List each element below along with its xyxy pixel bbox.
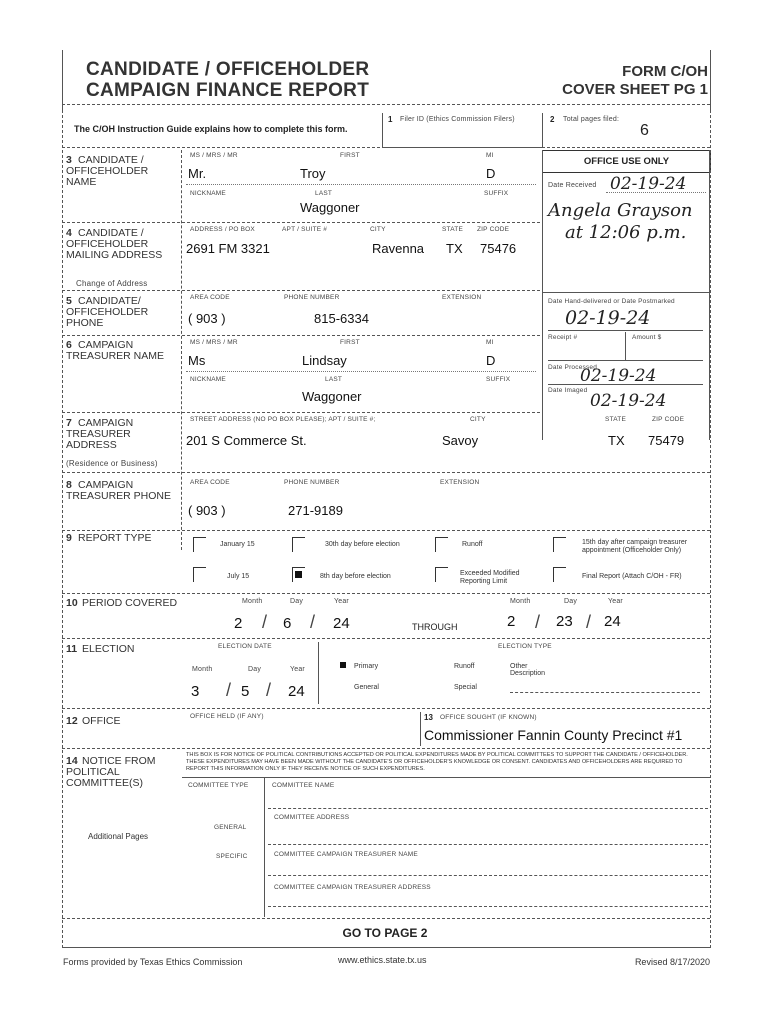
checkbox-january-15[interactable] bbox=[193, 537, 206, 552]
change-of-address-label: Change of Address bbox=[76, 279, 148, 288]
divider bbox=[182, 777, 710, 778]
divider bbox=[62, 748, 710, 749]
divider bbox=[606, 192, 706, 193]
treasurer-phone[interactable]: 271-9189 bbox=[288, 503, 343, 518]
checkbox-exceeded-limit[interactable] bbox=[435, 567, 448, 582]
imaged-value: 02-19-24 bbox=[590, 391, 667, 411]
address-label: ADDRESS / PO BOX bbox=[190, 226, 255, 233]
street-address-label: STREET ADDRESS (NO PO BOX PLEASE); APT / SUITE #; bbox=[190, 416, 376, 423]
office-sought-label: OFFICE SOUGHT (IF KNOWN) bbox=[440, 714, 537, 721]
treasurer-last-name[interactable]: Waggoner bbox=[302, 389, 362, 404]
form-id-line2: COVER SHEET PG 1 bbox=[562, 81, 708, 98]
office-sought-value[interactable]: Commissioner Fannin County Precinct #1 bbox=[424, 727, 683, 743]
nickname-label: NICKNAME bbox=[190, 190, 226, 197]
go-to-page-2: GO TO PAGE 2 bbox=[342, 926, 428, 940]
divider bbox=[62, 104, 710, 105]
apt-label: APT / SUITE # bbox=[282, 226, 328, 233]
total-pages-label: Total pages filed: bbox=[563, 116, 620, 123]
state-label: STATE bbox=[442, 226, 463, 233]
form-id-line1: FORM C/OH bbox=[622, 63, 708, 80]
divider bbox=[62, 412, 540, 413]
received-time: at 12:06 p.m. bbox=[565, 222, 687, 243]
divider bbox=[542, 292, 709, 293]
imaged-label: Date Imaged bbox=[548, 387, 588, 394]
election-year-label: Year bbox=[290, 666, 305, 673]
date-received-value: 02-19-24 bbox=[610, 174, 687, 194]
office-held-label: OFFICE HELD (IF ANY) bbox=[190, 713, 264, 720]
election-type-label: ELECTION TYPE bbox=[498, 643, 552, 650]
processed-label: Date Processed bbox=[548, 364, 598, 371]
divider bbox=[542, 113, 543, 147]
committee-specific-label: SPECIFIC bbox=[216, 853, 248, 860]
divider bbox=[62, 147, 710, 148]
option-30th-day: 30th day before election bbox=[325, 541, 400, 548]
divider bbox=[382, 113, 383, 147]
date-separator: / bbox=[262, 612, 268, 632]
section-4-label: 4 CANDIDATE / OFFICEHOLDER MAILING ADDRESS bbox=[66, 227, 163, 261]
section-14-label: 14 NOTICE FROM POLITICAL COMMITTEE(S) bbox=[66, 755, 156, 789]
divider bbox=[548, 360, 703, 361]
divider bbox=[62, 708, 710, 709]
checkbox-15th-day-after[interactable] bbox=[553, 537, 566, 552]
election-day[interactable]: 5 bbox=[241, 683, 250, 700]
amount-label: Amount $ bbox=[632, 334, 662, 341]
to-year-label: Year bbox=[608, 598, 623, 605]
committee-treasurer-address-label: COMMITTEE CAMPAIGN TREASURER ADDRESS bbox=[274, 884, 431, 891]
option-final-report: Final Report (Attach C/OH - FR) bbox=[582, 573, 682, 580]
residence-or-business-label: (Residence or Business) bbox=[66, 459, 158, 468]
period-to-month[interactable]: 2 bbox=[507, 613, 516, 630]
divider bbox=[62, 472, 710, 473]
period-from-year[interactable]: 24 bbox=[333, 615, 350, 632]
suffix-label: SUFFIX bbox=[486, 376, 511, 383]
checkbox-8th-day[interactable] bbox=[292, 567, 305, 582]
candidate-zip[interactable]: 75476 bbox=[480, 241, 517, 256]
city-label: CITY bbox=[370, 226, 386, 233]
filer-id-label: Filer ID (Ethics Commission Filers) bbox=[400, 116, 515, 123]
divider bbox=[542, 150, 543, 440]
divider bbox=[625, 332, 626, 360]
from-day-label: Day bbox=[290, 598, 304, 605]
divider bbox=[268, 844, 708, 845]
section-6-label: 6 CAMPAIGN TREASURER NAME bbox=[66, 339, 165, 362]
divider bbox=[548, 384, 703, 385]
divider bbox=[62, 918, 710, 919]
candidate-phone[interactable]: 815-6334 bbox=[314, 311, 369, 326]
divider bbox=[264, 777, 265, 917]
form-title-line2: CAMPAIGN FINANCE REPORT bbox=[86, 80, 370, 101]
through-label: THROUGH bbox=[412, 622, 458, 632]
election-day-label: Day bbox=[248, 666, 262, 673]
checkbox-final-report[interactable] bbox=[553, 567, 566, 582]
phone-label: PHONE NUMBER bbox=[284, 479, 340, 486]
candidate-first-name[interactable]: Troy bbox=[300, 166, 326, 181]
extension-label: EXTENSION bbox=[442, 294, 482, 301]
last-label: LAST bbox=[315, 190, 333, 197]
received-signature: Angela Grayson bbox=[548, 200, 693, 221]
zip-label: ZIP CODE bbox=[477, 226, 510, 233]
candidate-address[interactable]: 2691 FM 3321 bbox=[186, 241, 270, 256]
candidate-area-code[interactable]: ( 903 ) bbox=[188, 311, 226, 326]
committee-notice-text: THIS BOX IS FOR NOTICE OF POLITICAL CONTRIBUTIONS ACCEPTED OR POLITICAL EXPENDITURES MADE BY POLITICAL COMMITTEES TO SUPPORT THE CANDIDATE / OFFICEHOLDER. THESE EXPENDITURES MAY HAVE BEEN MADE WITHOUT THE CANDIDATE'S OR OFFICEHOLDER'S KNOWLEDGE OR CONSENT. CANDIDATES AND OFFICEHOLDERS ARE REQUIRED TO REPORT THIS INFORMATION ONLY IF THEY RECEIVE NOTICE OF SUCH EXPENDITURES. bbox=[186, 752, 688, 772]
section-8-label: 8 CAMPAIGN TREASURER PHONE bbox=[66, 479, 172, 502]
section-11-label: 11 ELECTION bbox=[66, 643, 135, 655]
border-right bbox=[710, 50, 711, 110]
total-pages-value: 6 bbox=[640, 122, 649, 139]
section-5-label: 5 CANDIDATE/ OFFICEHOLDER PHONE bbox=[66, 295, 149, 329]
treasurer-address[interactable]: 201 S Commerce St. bbox=[186, 433, 307, 448]
election-date-label: ELECTION DATE bbox=[218, 643, 272, 650]
suffix-label: SUFFIX bbox=[484, 190, 509, 197]
footer-revised: Revised 8/17/2020 bbox=[634, 957, 710, 967]
hand-delivered-value: 02-19-24 bbox=[565, 307, 651, 329]
to-month-label: Month bbox=[510, 598, 531, 605]
processed-value: 02-19-24 bbox=[580, 366, 657, 386]
election-year[interactable]: 24 bbox=[288, 683, 305, 700]
period-to-day[interactable]: 23 bbox=[556, 613, 573, 630]
date-separator: / bbox=[266, 680, 272, 700]
option-general: General bbox=[354, 684, 379, 691]
checkbox-runoff[interactable] bbox=[435, 537, 448, 552]
border-left bbox=[62, 50, 63, 110]
mi-label: MI bbox=[486, 339, 494, 346]
period-to-year[interactable]: 24 bbox=[604, 613, 621, 630]
additional-pages-label: Additional Pages bbox=[88, 832, 149, 841]
divider bbox=[548, 330, 703, 331]
footer-url[interactable]: www.ethics.state.tx.us bbox=[338, 955, 427, 965]
section-3-label: 3 CANDIDATE / OFFICEHOLDER NAME bbox=[66, 154, 149, 188]
divider bbox=[62, 947, 710, 948]
divider bbox=[420, 712, 421, 746]
prefix-label: MS / MRS / MR bbox=[190, 339, 238, 346]
committee-treasurer-name-label: COMMITTEE CAMPAIGN TREASURER NAME bbox=[274, 851, 418, 858]
period-from-day[interactable]: 6 bbox=[283, 615, 292, 632]
receipt-label: Receipt # bbox=[548, 334, 578, 341]
extension-label: EXTENSION bbox=[440, 479, 480, 486]
committee-type-label: COMMITTEE TYPE bbox=[188, 782, 249, 789]
divider bbox=[62, 530, 710, 531]
mi-label: MI bbox=[486, 152, 494, 159]
from-month-label: Month bbox=[242, 598, 263, 605]
from-year-label: Year bbox=[334, 598, 349, 605]
date-separator: / bbox=[226, 680, 232, 700]
divider bbox=[510, 692, 700, 693]
option-runoff: Runoff bbox=[462, 541, 483, 548]
city-label: CITY bbox=[470, 416, 486, 423]
checkbox-july-15[interactable] bbox=[193, 567, 206, 582]
committee-address-label: COMMITTEE ADDRESS bbox=[274, 814, 350, 821]
divider bbox=[62, 593, 710, 594]
candidate-mi[interactable]: D bbox=[486, 166, 496, 181]
other-description-label: Description bbox=[510, 670, 546, 677]
area-code-label: AREA CODE bbox=[190, 479, 230, 486]
option-other: Other bbox=[510, 663, 528, 670]
election-month-label: Month bbox=[192, 666, 213, 673]
to-day-label: Day bbox=[564, 598, 578, 605]
divider bbox=[186, 371, 536, 372]
option-july-15: July 15 bbox=[227, 573, 250, 580]
instruction-text: The C/OH Instruction Guide explains how to complete this form. bbox=[74, 124, 348, 134]
candidate-city[interactable]: Ravenna bbox=[372, 241, 425, 256]
candidate-state[interactable]: TX bbox=[446, 241, 463, 256]
option-primary: Primary bbox=[354, 663, 379, 670]
prefix-label: MS / MRS / MR bbox=[190, 152, 238, 159]
section-9-label: 9 REPORT TYPE bbox=[66, 532, 152, 544]
nickname-label: NICKNAME bbox=[190, 376, 226, 383]
date-separator: / bbox=[310, 612, 316, 632]
divider bbox=[268, 906, 708, 907]
form-title-line1: CANDIDATE / OFFICEHOLDER bbox=[86, 59, 370, 80]
box13-number: 13 bbox=[424, 713, 433, 722]
treasurer-first-name[interactable]: Lindsay bbox=[302, 353, 347, 368]
divider bbox=[62, 290, 540, 291]
first-label: FIRST bbox=[340, 339, 360, 346]
committee-name-label: COMMITTEE NAME bbox=[272, 782, 335, 789]
section-10-label: 10 PERIOD COVERED bbox=[66, 597, 178, 609]
option-january-15: January 15 bbox=[220, 541, 255, 548]
candidate-last-name[interactable]: Waggoner bbox=[300, 200, 360, 215]
candidate-prefix[interactable]: Mr. bbox=[188, 166, 207, 181]
date-separator: / bbox=[535, 612, 541, 632]
date-received-label: Date Received bbox=[548, 182, 597, 189]
option-exceeded-limit: Exceeded Modified Reporting Limit bbox=[460, 570, 520, 585]
divider bbox=[62, 222, 540, 223]
divider bbox=[62, 110, 63, 948]
divider bbox=[710, 110, 711, 948]
option-8th-day: 8th day before election bbox=[320, 573, 391, 580]
treasurer-state[interactable]: TX bbox=[608, 433, 625, 448]
option-15th-day-after: 15th day after campaign treasurer appointment (Officeholder Only) bbox=[582, 539, 688, 554]
divider bbox=[62, 335, 540, 336]
state-label: STATE bbox=[605, 416, 626, 423]
date-separator: / bbox=[586, 612, 592, 632]
phone-label: PHONE NUMBER bbox=[284, 294, 340, 301]
divider bbox=[268, 808, 708, 809]
box1-number: 1 bbox=[388, 115, 393, 124]
first-label: FIRST bbox=[340, 152, 360, 159]
hand-delivered-label: Date Hand-delivered or Date Postmarked bbox=[548, 298, 675, 305]
divider bbox=[62, 638, 710, 639]
last-label: LAST bbox=[325, 376, 343, 383]
divider bbox=[318, 642, 319, 704]
treasurer-area-code[interactable]: ( 903 ) bbox=[188, 503, 226, 518]
option-runoff-election: Runoff bbox=[454, 663, 475, 670]
checkbox-primary-marked[interactable] bbox=[340, 662, 346, 668]
section-7-label: 7 CAMPAIGN TREASURER ADDRESS bbox=[66, 417, 134, 451]
treasurer-city[interactable]: Savoy bbox=[442, 433, 479, 448]
period-from-month[interactable]: 2 bbox=[234, 615, 243, 632]
option-special: Special bbox=[454, 684, 477, 691]
area-code-label: AREA CODE bbox=[190, 294, 230, 301]
election-month[interactable]: 3 bbox=[191, 683, 200, 700]
committee-general-label: GENERAL bbox=[214, 824, 247, 831]
treasurer-zip[interactable]: 75479 bbox=[648, 433, 685, 448]
divider bbox=[181, 150, 182, 550]
zip-label: ZIP CODE bbox=[652, 416, 685, 423]
divider bbox=[186, 184, 536, 185]
section-12-label: 12 OFFICE bbox=[66, 715, 121, 727]
checkbox-30th-day[interactable] bbox=[292, 537, 305, 552]
footer-left: Forms provided by Texas Ethics Commission bbox=[63, 957, 243, 967]
treasurer-prefix[interactable]: Ms bbox=[188, 353, 206, 368]
divider bbox=[268, 875, 708, 876]
treasurer-mi[interactable]: D bbox=[486, 353, 496, 368]
office-use-heading: OFFICE USE ONLY bbox=[542, 150, 711, 173]
box2-number: 2 bbox=[550, 115, 555, 124]
